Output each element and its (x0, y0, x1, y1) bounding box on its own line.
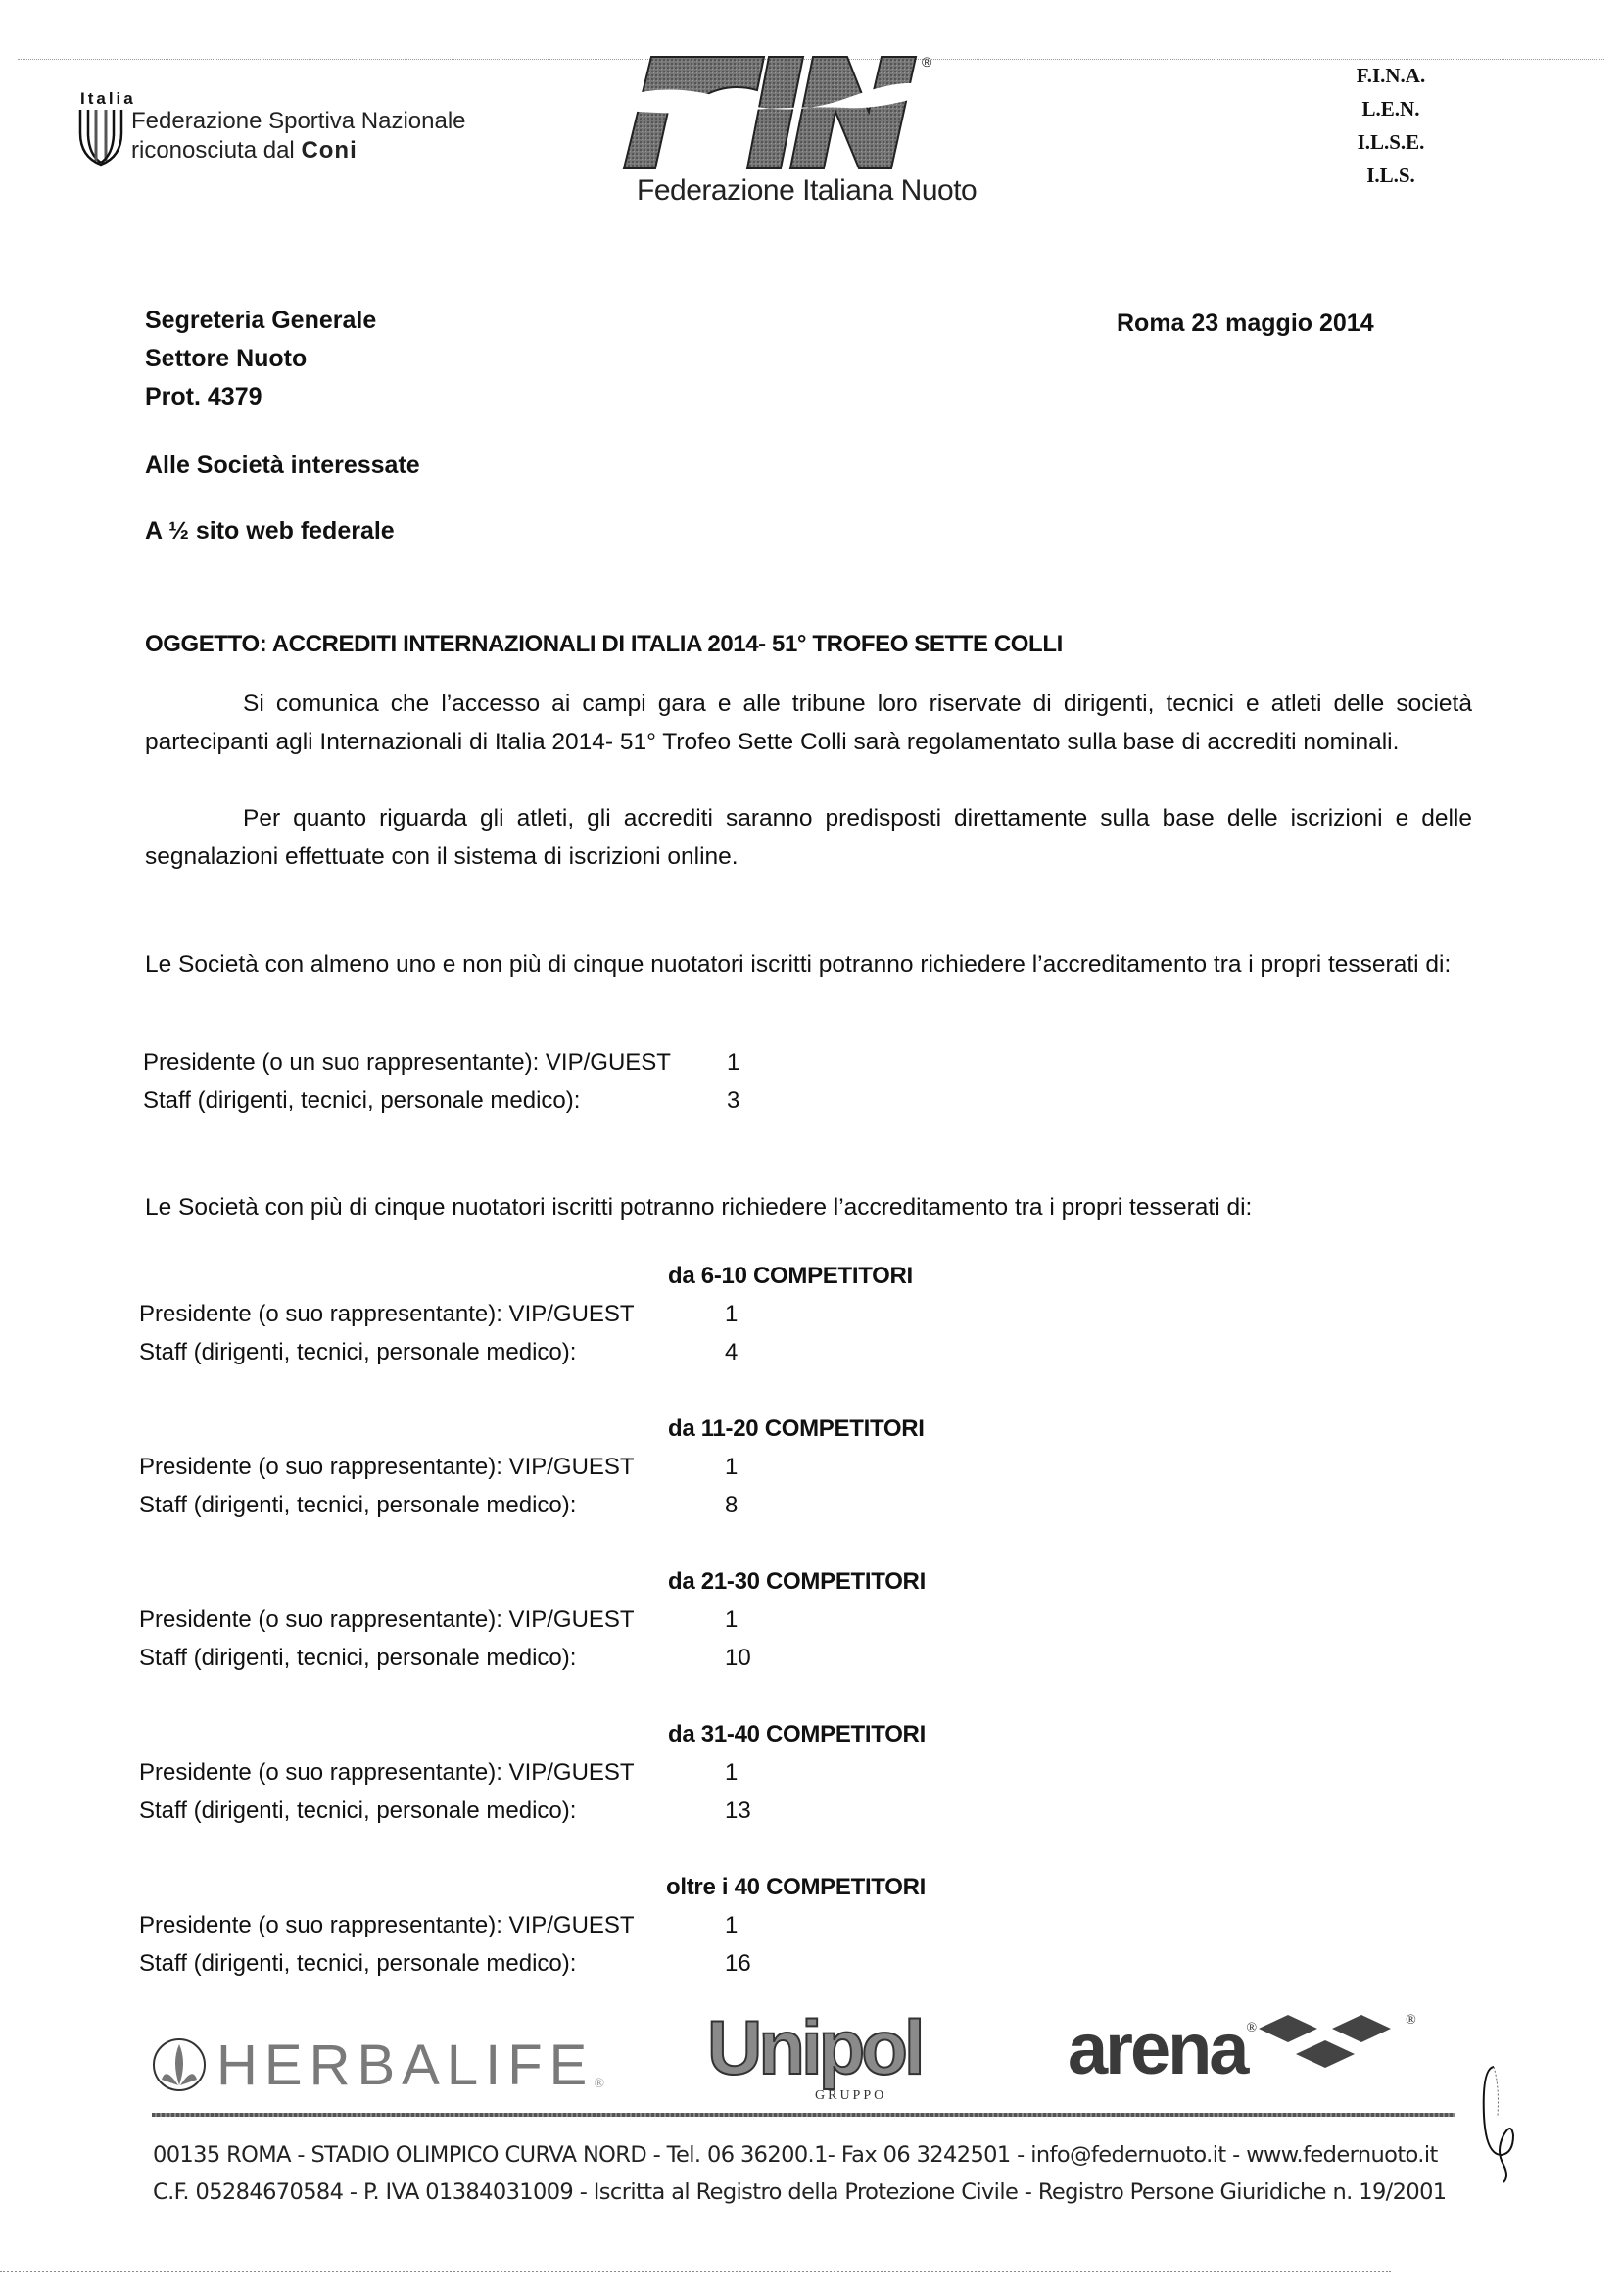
affiliation-ilse: I.L.S.E. (1357, 130, 1425, 154)
unipol-wordmark: Unipol (707, 2004, 922, 2090)
tier-heading: da 6-10 COMPETITORI (668, 1263, 913, 1289)
affiliation-ils: I.L.S. (1366, 164, 1415, 187)
affiliation-len: L.E.N. (1361, 97, 1420, 120)
tier-heading: da 21-30 COMPETITORI (668, 1568, 926, 1595)
sender-office: Segreteria Generale (145, 307, 377, 334)
tier-president-label: Presidente (o suo rappresentante): VIP/GUEST (139, 1606, 635, 1633)
sender-sector: Settore Nuoto (145, 345, 308, 372)
arena-diamonds-registered-mark: ® (1406, 2013, 1416, 2028)
footer-registration: C.F. 05284670584 - P. IVA 01384031009 - Iscritta al Registro della Protezione Civile - Registro Persone Giuridiche n. 19/2001 (153, 2179, 1447, 2205)
federation-recognition (131, 107, 466, 166)
herbalife-wordmark: HERBALIFE (216, 2033, 595, 2097)
handwritten-initials-icon (1474, 2057, 1533, 2184)
tier-staff-label: Staff (dirigenti, tecnici, personale medico): (139, 1797, 577, 1824)
arena-registered-mark: ® (1246, 2021, 1258, 2035)
tier-president-value: 1 (725, 1759, 739, 1786)
footer-address: 00135 ROMA - STADIO OLIMPICO CURVA NORD - Tel. 06 36200.1- Fax 06 3242501 - info@federnuoto.it - www.federnuoto.it (153, 2142, 1438, 2168)
fin-caption: Federazione Italiana Nuoto (637, 174, 978, 207)
paragraph-athletes (145, 800, 1472, 876)
paragraph-access (145, 686, 1472, 761)
tier-heading: da 11-20 COMPETITORI (668, 1415, 925, 1442)
paragraph-access-text: Si comunica che l’accesso ai campi gara e alle tribune loro riservate di dirigenti, tecnici e atleti delle società partecipanti agli Internazionali di Italia 2014- 51° Trofeo Sette Colli sarà regolamentato sulla base di accrediti nominali. (145, 691, 1472, 755)
herbalife-leaf-icon (152, 2036, 207, 2093)
affiliation-fina: F.I.N.A. (1356, 64, 1426, 87)
paragraph-large-clubs: Le Società con più di cinque nuotatori iscritti potranno richiedere l’accreditamento tra i propri tesserati di: (145, 1194, 1253, 1220)
fin-logo-icon (612, 51, 994, 173)
tier-staff-label: Staff (dirigenti, tecnici, personale medico): (139, 1950, 577, 1977)
tier-heading: da 31-40 COMPETITORI (668, 1721, 926, 1747)
paragraph-athletes-text: Per quanto riguarda gli atleti, gli accrediti saranno predisposti direttamente sulla base delle iscrizioni e delle segnalazioni effettuate con il sistema di iscrizioni online. (145, 805, 1472, 870)
tier-president-label: Presidente (o suo rappresentante): VIP/GUEST (139, 1912, 635, 1938)
herbalife-logo (152, 2031, 604, 2099)
tier-staff-value: 8 (725, 1492, 739, 1518)
tier-heading: oltre i 40 COMPETITORI (666, 1874, 927, 1900)
tier-president-label: Presidente (o suo rappresentante): VIP/GUEST (139, 1759, 635, 1786)
paragraph-small-clubs: Le Società con almeno uno e non più di cinque nuotatori iscritti potranno richiedere l’accreditamento tra i propri tesserati di: (145, 951, 1452, 978)
unipol-logo (707, 2004, 922, 2103)
arena-diamonds-icon (1259, 2013, 1406, 2072)
federation-line-2-prefix: riconosciuta dal (131, 137, 302, 164)
tier-staff-value: 4 (725, 1339, 739, 1365)
federation-line-1: Federazione Sportiva Nazionale (131, 108, 466, 134)
letter-subject: OGGETTO: ACCREDITI INTERNAZIONALI DI ITALIA 2014- 51° TROFEO SETTE COLLI (145, 631, 1063, 657)
arena-logo (1068, 2008, 1416, 2089)
recipient-website: A ½ sito web federale (145, 517, 395, 545)
tier-staff-label: Staff (dirigenti, tecnici, personale medico): (139, 1645, 577, 1671)
federation-line-2 (131, 136, 466, 166)
tier-staff-value: 10 (725, 1645, 751, 1671)
tier-staff-value: 16 (725, 1950, 751, 1977)
footer-divider (152, 2113, 1455, 2117)
coni-name: Coni (301, 137, 358, 164)
scan-bottom-rule (0, 2271, 1391, 2272)
tier-staff-value: 13 (725, 1797, 751, 1824)
recipient-clubs: Alle Società interessate (145, 452, 420, 479)
protocol-number: Prot. 4379 (145, 383, 262, 410)
tier-president-value: 1 (725, 1301, 739, 1327)
small-clubs-president-value: 1 (727, 1049, 740, 1076)
small-clubs-president-label: Presidente (o un suo rappresentante): VIP/GUEST (143, 1049, 671, 1076)
tier-staff-label: Staff (dirigenti, tecnici, personale medico): (139, 1339, 577, 1365)
letter-date: Roma 23 maggio 2014 (1117, 310, 1374, 337)
affiliations-list (1332, 59, 1450, 192)
coni-shield-icon (78, 108, 123, 167)
tier-president-value: 1 (725, 1454, 739, 1480)
registered-mark: ® (922, 54, 932, 70)
tier-staff-label: Staff (dirigenti, tecnici, personale medico): (139, 1492, 577, 1518)
small-clubs-staff-label: Staff (dirigenti, tecnici, personale medico): (143, 1087, 581, 1114)
coni-brand-word: Italia (80, 89, 136, 108)
tier-president-value: 1 (725, 1606, 739, 1633)
arena-wordmark: arena (1068, 2008, 1247, 2089)
herbalife-registered-mark: ® (594, 2077, 604, 2091)
unipol-gruppo: GRUPPO (815, 2088, 887, 2103)
tier-president-label: Presidente (o suo rappresentante): VIP/GUEST (139, 1454, 635, 1480)
tier-president-value: 1 (725, 1912, 739, 1938)
tier-president-label: Presidente (o suo rappresentante): VIP/GUEST (139, 1301, 635, 1327)
small-clubs-staff-value: 3 (727, 1087, 740, 1114)
